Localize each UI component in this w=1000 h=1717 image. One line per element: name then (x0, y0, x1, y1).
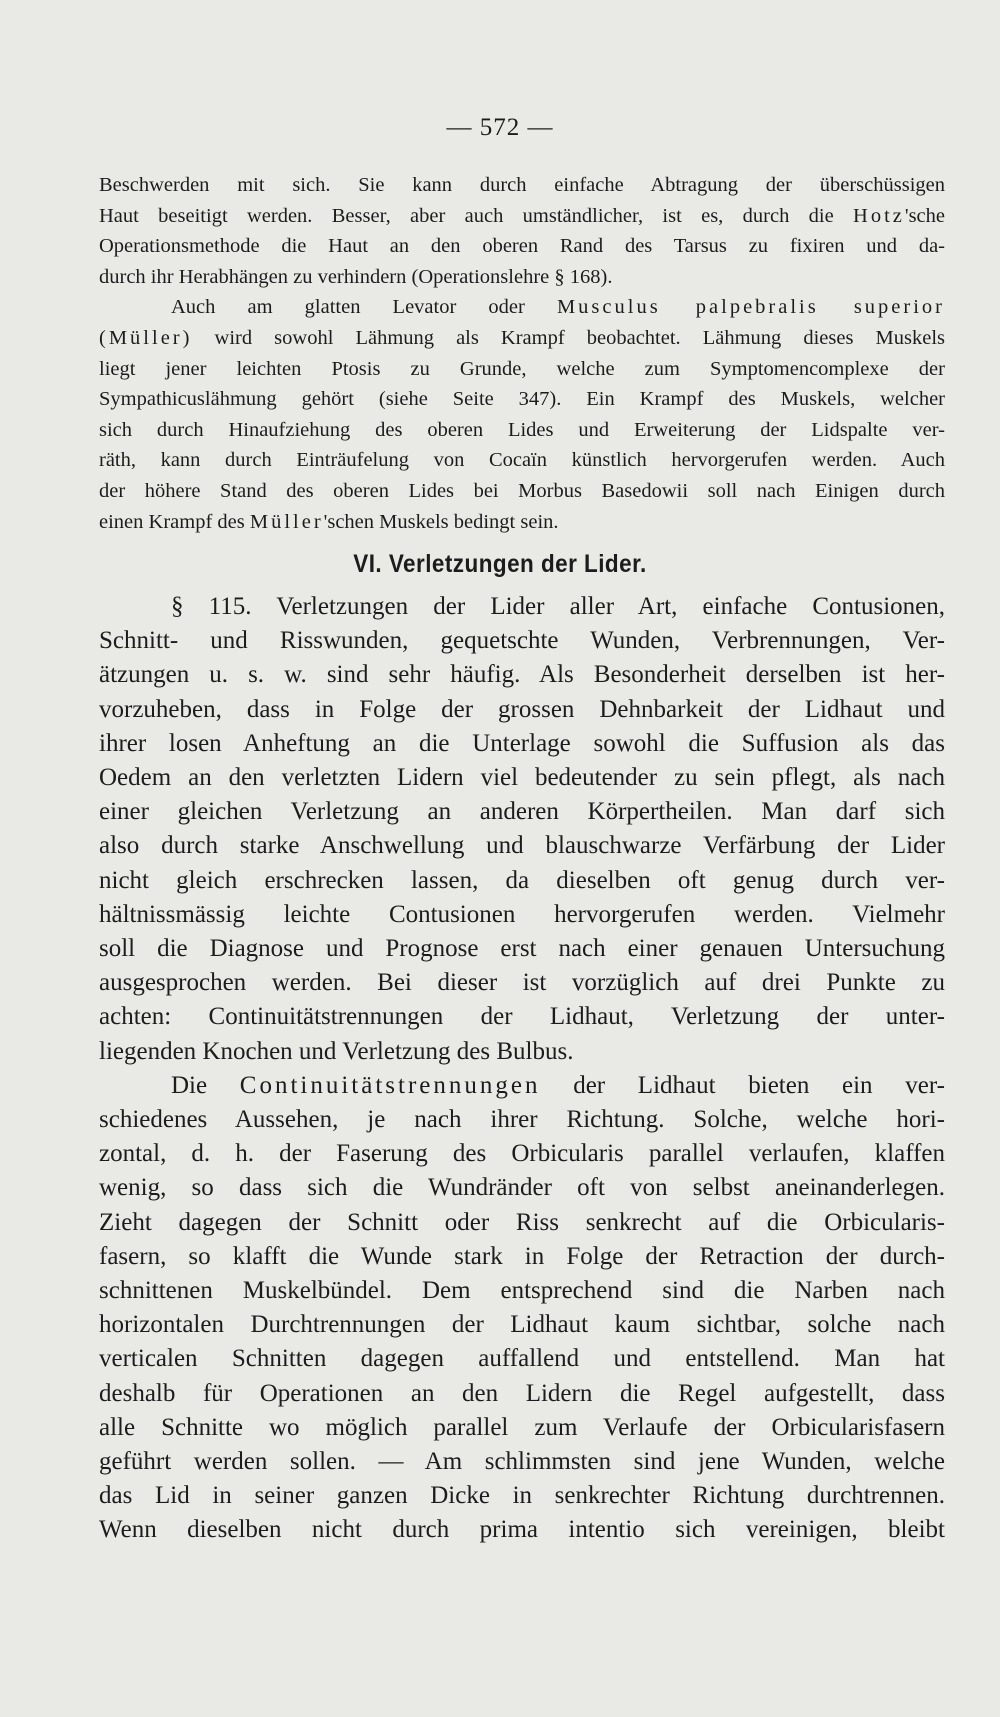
text-line: sich durch Hinaufziehung des oberen Lides und Erweiterung der Lidspalte ver- (99, 418, 945, 441)
text-line: Haut beseitigt werden. Besser, aber auch umständlicher, ist es, durch die Hotz'sche (99, 204, 945, 227)
term-spaced: Continuitätstrennungen (239, 1071, 541, 1099)
text-line: Operationsmethode die Haut an den oberen Rand des Tarsus zu fixiren und da- (99, 235, 945, 258)
text-line: soll die Diagnose und Prognose erst nach einer genauen Untersuchung (99, 935, 945, 963)
text-line: geführt werden sollen. — Am schlimmsten sind jene Wunden, welche (99, 1448, 945, 1476)
main-text-block (99, 590, 945, 1548)
author-name-spaced: Hotz (853, 204, 905, 227)
text-line: vorzuheben, dass in Folge der grossen Dehnbarkeit der Lidhaut und (99, 695, 945, 723)
small-print-block (99, 170, 945, 537)
section-heading: VI. Verletzungen der Lider. (353, 550, 647, 578)
text-line: liegt jener leichten Ptosis zu Grunde, welche zum Symptomencomplexe der (99, 357, 945, 380)
text-line: liegenden Knochen und Verletzung des Bulbus. (99, 1037, 574, 1065)
text-line: alle Schnitte wo möglich parallel zum Verlaufe der Orbicularisfasern (99, 1413, 945, 1441)
text-line: deshalb für Operationen an den Lidern die Regel aufgestellt, dass (99, 1379, 945, 1407)
text-line: achten: Continuitätstrennungen der Lidhaut, Verletzung der unter- (99, 1003, 945, 1031)
text-line: räth, kann durch Einträufelung von Cocaïn künstlich hervorgerufen werden. Auch (99, 449, 945, 472)
text-line: der höhere Stand des oberen Lides bei Morbus Basedowii soll nach Einigen durch (99, 479, 945, 502)
text-line: Auch am glatten Levator oder Musculus palpebralis superior (171, 296, 945, 319)
text-line: Wenn dieselben nicht durch prima intentio sich vereinigen, bleibt (99, 1516, 945, 1544)
text-line: (Müller) wird sowohl Lähmung als Krampf beobachtet. Lähmung dieses Muskels (99, 326, 945, 349)
text-line: fasern, so klafft die Wunde stark in Folge der Retraction der durch- (99, 1242, 945, 1270)
author-name-spaced: (Müller) (99, 326, 193, 349)
text-line: hältnissmässig leichte Contusionen hervorgerufen werden. Vielmehr (99, 900, 945, 928)
text-line: horizontalen Durchtrennungen der Lidhaut kaum sichtbar, solche nach (99, 1311, 945, 1339)
text-line: durch ihr Herabhängen zu verhindern (Operationslehre § 168). (99, 265, 613, 288)
text-line: verticalen Schnitten dagegen auffallend und entstellend. Man hat (99, 1345, 945, 1373)
text-line: Sympathicuslähmung gehört (siehe Seite 347). Ein Krampf des Muskels, welcher (99, 388, 945, 411)
text-line: Zieht dagegen der Schnitt oder Riss senkrecht auf die Orbicularis- (99, 1208, 945, 1236)
text-line: Beschwerden mit sich. Sie kann durch einfache Abtragung der überschüssigen (99, 174, 945, 196)
text-line: Schnitt- und Risswunden, gequetschte Wunden, Verbrennungen, Ver- (99, 627, 945, 655)
text-line: Oedem an den verletzten Lidern viel bedeutender zu sein pflegt, als nach (99, 764, 945, 792)
text-line: ihrer losen Anheftung an die Unterlage sowohl die Suffusion als das (99, 729, 945, 757)
text-line: schiedenes Aussehen, je nach ihrer Richtung. Solche, welche hori- (99, 1106, 945, 1134)
page-number: — 572 — (446, 114, 554, 141)
text-line: also durch starke Anschwellung und blauschwarze Verfärbung der Lider (99, 832, 945, 860)
text-line: zontal, d. h. der Faserung des Orbicularis parallel verlaufen, klaffen (99, 1140, 945, 1168)
text-line: ätzungen u. s. w. sind sehr häufig. Als Besonderheit derselben ist her- (99, 661, 945, 689)
text-line: einen Krampf des Müller'schen Muskels bedingt sein. (99, 510, 559, 533)
text-line: § 115. Verletzungen der Lider aller Art, einfache Contusionen, (171, 593, 945, 620)
text-line: einer gleichen Verletzung an anderen Körpertheilen. Man darf sich (99, 798, 945, 826)
muscle-name-spaced: Musculus palpebralis superior (556, 296, 945, 319)
author-name-spaced: Müller (249, 510, 324, 533)
text-line: schnittenen Muskelbündel. Dem entsprechend sind die Narben nach (99, 1277, 945, 1305)
text-line: nicht gleich erschrecken lassen, da dieselben oft genug durch ver- (99, 866, 945, 894)
text-line: Die Continuitätstrennungen der Lidhaut bieten ein ver- (171, 1071, 945, 1099)
text-line: ausgesprochen werden. Bei dieser ist vorzüglich auf drei Punkte zu (99, 969, 945, 997)
text-line: wenig, so dass sich die Wundränder oft von selbst aneinanderlegen. (99, 1174, 945, 1202)
text-line: das Lid in seiner ganzen Dicke in senkrechter Richtung durchtrennen. (99, 1482, 945, 1510)
